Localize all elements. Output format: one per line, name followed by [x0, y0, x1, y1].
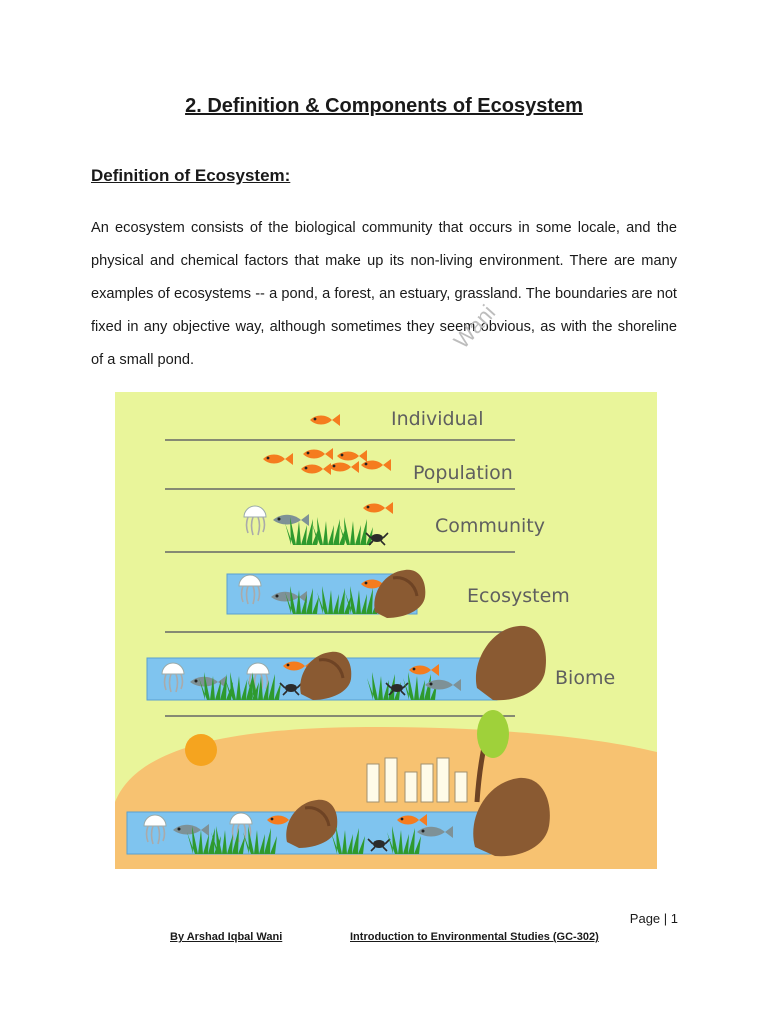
footer-author: By Arshad Iqbal Wani — [170, 931, 283, 943]
body-paragraph: An ecosystem consists of the biological community that occurs in some locale, and the physical and chemical factors that make up its non-living environment. There are many examples of ecosystems -- a pond, a forest, an estuary, grassland. The boundaries are not fixed in any objective way, although sometimes they seem obvious, as with the shoreline of a small pond. — [91, 220, 677, 368]
level-label-community: Community — [435, 515, 545, 537]
sun-icon — [185, 734, 217, 766]
fish-icon — [310, 414, 340, 426]
ecosystem-levels-figure — [115, 392, 657, 869]
page-title: 2. Definition & Components of Ecosystem — [185, 95, 583, 117]
watermark: Wani — [448, 299, 501, 354]
biosphere-scene-icon — [115, 710, 657, 869]
level-label-individual: Individual — [391, 408, 484, 430]
ecosystem-pond-icon — [227, 570, 425, 618]
biome-scene-icon — [147, 626, 546, 700]
level-label-ecosystem: Ecosystem — [467, 585, 570, 607]
ecosystem-levels-illustration — [115, 392, 657, 869]
level-label-population: Population — [413, 462, 513, 484]
fish-school-icon — [263, 448, 391, 475]
footer-course: Introduction to Environmental Studies (GC-302) — [350, 931, 599, 943]
section-heading: Definition of Ecosystem: — [91, 166, 291, 185]
community-group-icon — [244, 502, 393, 545]
page-number: Page | 1 — [629, 911, 678, 926]
level-label-biome: Biome — [555, 667, 616, 689]
